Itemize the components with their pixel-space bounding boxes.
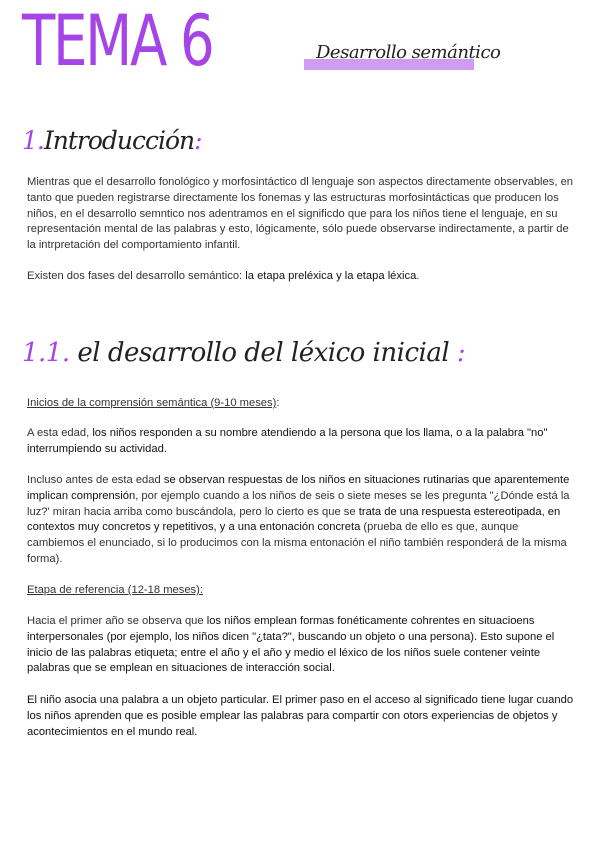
text-run: Incluso antes de esta edad bbox=[27, 474, 164, 486]
text-run: . bbox=[416, 270, 420, 282]
section-title: el desarrollo del léxico inicial bbox=[77, 338, 450, 368]
section-colon: : bbox=[194, 126, 202, 155]
text-run: (prueba de ello es que, aunque cambiemos el enunciado, si lo producimos con la misma entonación el niño también responderá de la misma forma). bbox=[27, 521, 567, 565]
intro-paragraph-2 bbox=[27, 269, 575, 285]
paragraph-asocia bbox=[27, 693, 575, 740]
bold-text: se observan respuestas de los niños en situaciones rutinarias que aparentemente implican comprensión bbox=[27, 474, 570, 502]
paragraph-edad bbox=[27, 426, 575, 458]
intro-paragraph-1: Mientras que el desarrollo fonológico y morfosintáctico dl lenguaje son aspectos directamente observables, en tanto que pueden registrarse directamente los fonemas y las estructuras morfosintácticas que producen los niños, en el desarrollo semntico nos adentramos en el significdo que para los niños tiene el lenguaje, en su representación mental de las palabras y esto, lógicamente, sólo puede observarse indirectamente, a partir de la intrpretación del comportamiento infantil. bbox=[27, 176, 574, 252]
subheading-colon: : bbox=[276, 397, 280, 409]
page-title: TEMA 6 bbox=[22, 0, 213, 82]
bold-text: la etapa preléxica y la etapa léxica bbox=[245, 270, 417, 282]
subheading-text: Inicios de la comprensión semántica (9-10 meses) bbox=[27, 397, 277, 409]
section-number: 1.1. bbox=[22, 338, 70, 368]
section-colon: : bbox=[456, 338, 466, 368]
subheading-comprension bbox=[27, 396, 575, 412]
bold-text: trata de una respuesta estereotipada, en contextos muy concretos y repetitivos, y a una entonación concreta bbox=[27, 505, 561, 534]
text-run: Existen dos fases del desarrollo semántico: bbox=[27, 270, 246, 282]
paragraph-primer-ano bbox=[27, 614, 575, 677]
text-run: Hacia el primer año se observa que bbox=[27, 615, 207, 627]
text-run: . bbox=[163, 442, 167, 455]
section-heading-introduccion bbox=[22, 126, 202, 155]
bold-text: El niño asocia una palabra a un objeto particular. El primer paso en el acceso al significado tiene lugar cuando los niños aprenden que es posible emplear las palabras para compartir con otors experiencias de objetos y acontecimientos en el mundo real. bbox=[27, 694, 574, 738]
page-subtitle: Desarrollo semántico bbox=[316, 42, 501, 63]
bold-text: los niños emplean formas fonéticamente cohrentes en situacioens interpersonales (por ejemplo, los niños dicen "¿tata?", buscando un objeto o una persona). Esto supone el inicio de las palabras etiqueta; entre el año y el año y medio el léxico de los niños suele contener veinte palabras que se emplean en situaciones de interacción social. bbox=[27, 615, 555, 675]
subheading-referencia bbox=[27, 583, 575, 599]
text-run: , por ejemplo cuando a los niños de seis o siete meses se les pregunta "¿Dónde está la luz?' miran hacia arriba como buscándola, pero lo cierto es que se bbox=[27, 489, 570, 518]
subheading-text: Etapa de referencia (12-18 meses): bbox=[27, 584, 203, 596]
section-number: 1. bbox=[22, 126, 44, 155]
paragraph-antes bbox=[27, 473, 575, 568]
text-run: A esta edad, bbox=[27, 427, 93, 439]
bold-text: los niños responden a su nombre atendiendo a la persona que los llama, o a la palabra "no" interrumpiendo su actividad bbox=[27, 427, 548, 455]
section-heading-lexico-inicial bbox=[22, 338, 465, 368]
subtitle-block bbox=[302, 42, 500, 63]
section-title: Introducción bbox=[43, 126, 195, 155]
